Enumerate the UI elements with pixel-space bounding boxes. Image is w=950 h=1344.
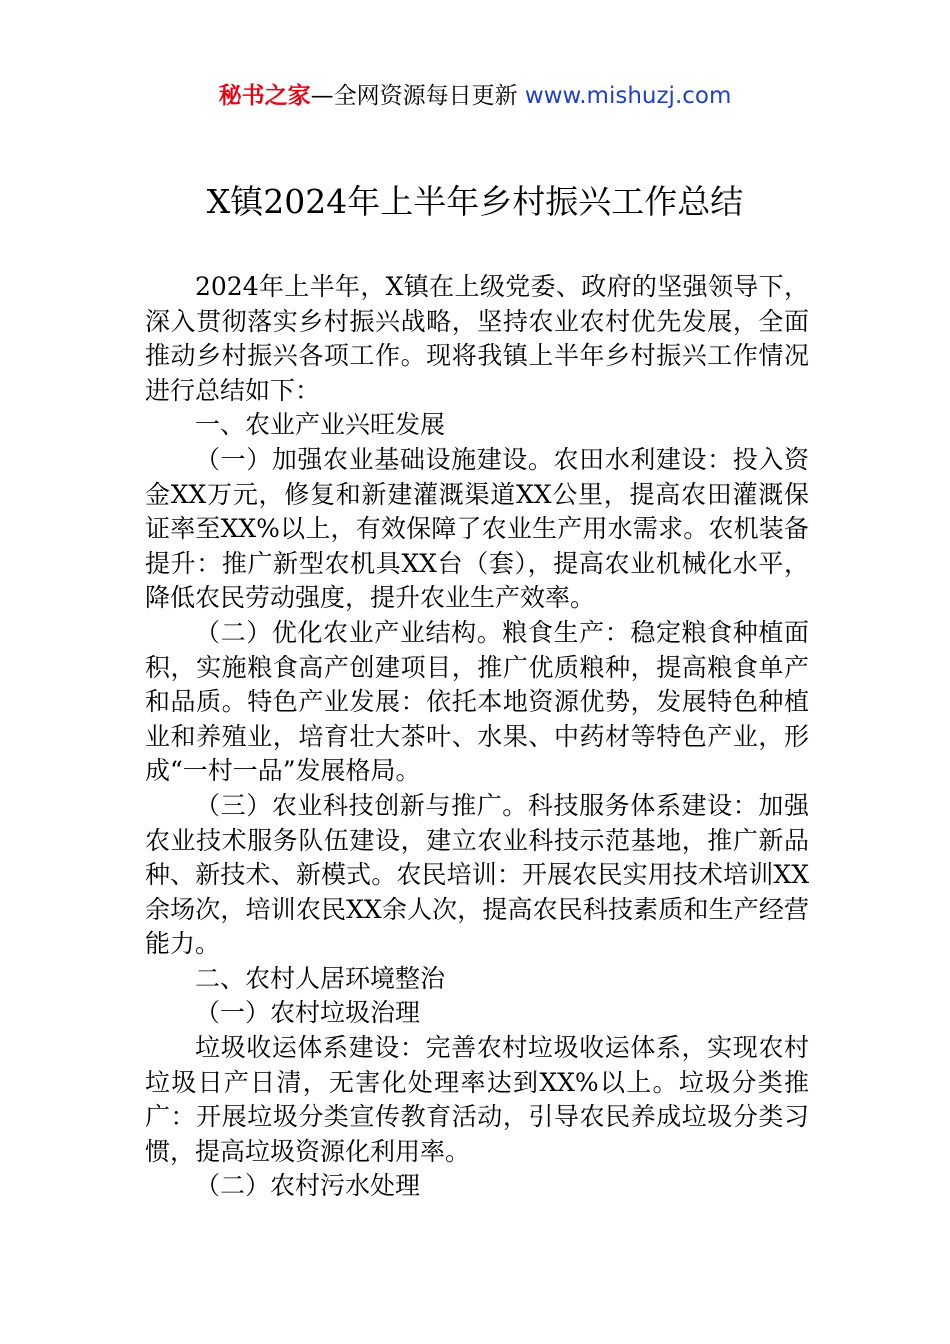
intro-paragraph: 2024年上半年，X镇在上级党委、政府的坚强领导下，深入贯彻落实乡村振兴战略，坚持农业农村优先发展，全面推动乡村振兴各项工作。现将我镇上半年乡村振兴工作情况进行总结如下：	[145, 272, 809, 405]
site-tagline: —全网资源每日更新	[310, 83, 525, 109]
site-url-link[interactable]: www.mishuzj.com	[524, 83, 732, 109]
body-paragraph: （一）加强农业基础设施建设。农田水利建设：投入资金XX万元，修复和新建灌溉渠道XX公里，提高农田灌溉保证率至XX%以上，有效保障了农业生产用水需求。农机装备提升：推广新型农机具XX台（套），提高农业机械化水平，降低农民劳动强度，提升农业生产效率。	[145, 444, 809, 613]
document-body	[145, 270, 809, 1204]
document-title: X镇2024年上半年乡村振兴工作总结	[206, 182, 744, 221]
site-header	[0, 80, 950, 112]
section-heading: 一、农业产业兴旺发展	[195, 410, 446, 440]
body-paragraph: （三）农业科技创新与推广。科技服务体系建设：加强农业技术服务队伍建设，建立农业科技示范基地，推广新品种、新技术、新模式。农民培训：开展农民实用技术培训XX余场次，培训农民XX余人次，提高农民科技素质和生产经营能力。	[145, 790, 809, 959]
body-paragraph: 垃圾收运体系建设：完善农村垃圾收运体系，实现农村垃圾日产日清，无害化处理率达到XX%以上。垃圾分类推广：开展垃圾分类宣传教育活动，引导农民养成垃圾分类习惯，提高垃圾资源化利用率。	[145, 1033, 809, 1166]
section-heading: 二、农村人居环境整治	[195, 963, 446, 993]
subsection-heading: （二）农村污水处理	[195, 1171, 421, 1201]
body-paragraph: （二）优化农业产业结构。粮食生产：稳定粮食种植面积，实施粮食高产创建项目，推广优质粮种，提高粮食单产和品质。特色产业发展：依托本地资源优势，发展特色种植业和养殖业，培育壮大茶叶、水果、中药材等特色产业，形成“一村一品”发展格局。	[145, 617, 809, 786]
site-brand: 秘书之家	[218, 83, 311, 109]
subsection-heading: （一）农村垃圾治理	[195, 998, 421, 1028]
